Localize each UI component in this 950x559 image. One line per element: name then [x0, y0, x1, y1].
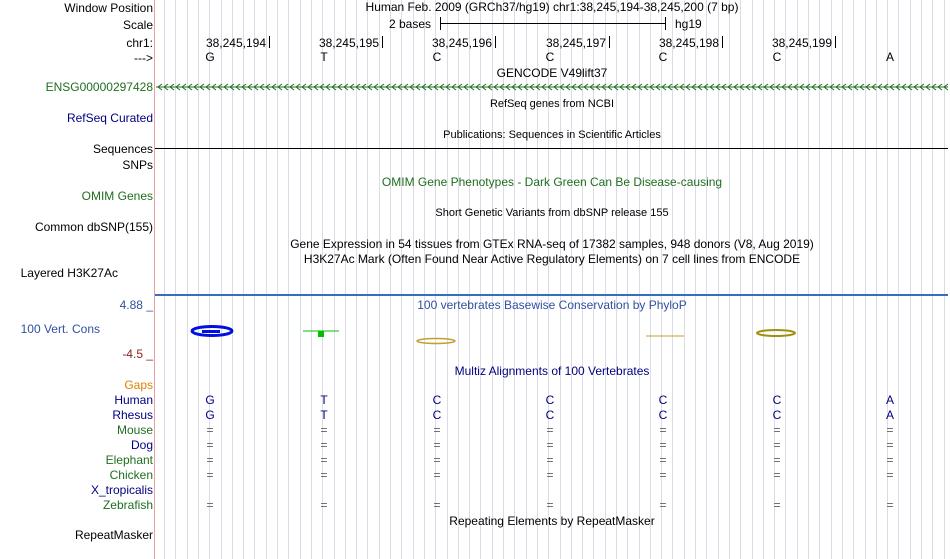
gaps-label: Gaps	[124, 378, 153, 392]
alignment-cell: =	[773, 423, 781, 437]
alignment-cell: =	[659, 453, 667, 467]
phylop-max-label: 4.88 _	[119, 298, 153, 312]
alignment-cell: =	[886, 438, 894, 452]
ruler-position-label: 38,245,198	[658, 36, 719, 50]
omim-track-title: OMIM Gene Phenotypes - Dark Green Can Be Disease-causing	[381, 175, 723, 189]
alignment-cell: =	[773, 453, 781, 467]
alignment-cell: G	[205, 393, 215, 407]
phylop-glyph-c1	[417, 339, 455, 344]
ruler-position-label: 38,245,195	[318, 36, 379, 50]
chr-label: chr1:	[126, 36, 153, 50]
ruler-tick	[722, 36, 723, 48]
alignment-cell: =	[206, 423, 214, 437]
phylop-glyph-g	[192, 327, 232, 336]
species-label-mouse[interactable]: Mouse	[116, 423, 153, 437]
alignment-cell: =	[320, 498, 328, 512]
assembly-position-title: Human Feb. 2009 (GRCh37/hg19) chr1:38,245,194-38,245,200 (7 bp)	[365, 0, 739, 14]
alignment-cell: G	[205, 408, 215, 422]
alignment-cell: =	[886, 423, 894, 437]
publications-track-title: Publications: Sequences in Scientific Articles	[443, 129, 661, 141]
species-label-zebrafish[interactable]: Zebrafish	[102, 498, 153, 512]
alignment-cell: =	[206, 453, 214, 467]
alignment-cell: =	[320, 438, 328, 452]
alignment-cell: C	[658, 408, 668, 422]
alignment-cell: =	[433, 498, 441, 512]
alignment-cell: =	[320, 453, 328, 467]
ruler-tick	[495, 36, 496, 48]
ruler-tick	[609, 36, 610, 48]
omim-genes-label[interactable]: OMIM Genes	[81, 189, 153, 203]
alignment-cell: T	[320, 408, 328, 422]
alignment-cell: C	[772, 393, 782, 407]
common-dbsnp-label[interactable]: Common dbSNP(155)	[34, 220, 153, 234]
refseq-curated-label[interactable]: RefSeq Curated	[66, 111, 153, 125]
alignment-cell: =	[320, 468, 328, 482]
alignment-cell: =	[206, 498, 214, 512]
phylop-glyph-c4	[757, 330, 795, 336]
alignment-cell: =	[886, 468, 894, 482]
refseq-track-title: RefSeq genes from NCBI	[489, 98, 615, 110]
sequences-line	[155, 148, 948, 149]
alignment-cell: =	[546, 423, 554, 437]
alignment-cell: =	[773, 498, 781, 512]
phylop-min-label: -4.5 _	[122, 347, 153, 361]
alignment-cell: C	[545, 393, 555, 407]
h3k27ac-track-title: H3K27Ac Mark (Often Found Near Active Regulatory Elements) on 7 cell lines from ENCODE	[303, 252, 801, 266]
gencode-gene-feature[interactable]	[156, 82, 948, 92]
alignment-cell: =	[433, 453, 441, 467]
h3k27ac-signal-baseline	[155, 294, 948, 296]
scale-text: 2 bases	[389, 17, 432, 31]
scale-label: Scale	[122, 18, 153, 32]
ruler-tick	[382, 36, 383, 48]
alignment-cell: =	[886, 453, 894, 467]
phylop-conservation-plot[interactable]	[156, 318, 948, 348]
repeatmasker-label[interactable]: RepeatMasker	[74, 528, 153, 542]
alignment-cell: C	[432, 393, 442, 407]
ruler-position-label: 38,245,197	[545, 36, 606, 50]
ruler-tick	[269, 36, 270, 48]
vert-cons-label[interactable]: 100 Vert. Cons	[20, 322, 100, 336]
gene-id-label[interactable]: ENSG00000297428	[45, 80, 153, 94]
scale-bar-right-tick	[665, 17, 666, 30]
alignment-cell: =	[659, 438, 667, 452]
alignment-cell: =	[546, 498, 554, 512]
alignment-cell: =	[659, 468, 667, 482]
scale-bar	[440, 23, 666, 24]
alignment-cell: =	[773, 438, 781, 452]
repeatmasker-track-title: Repeating Elements by RepeatMasker	[449, 514, 655, 528]
alignment-cell: C	[432, 408, 442, 422]
base-letter: C	[432, 50, 442, 64]
alignment-cell: A	[885, 408, 895, 422]
layered-h3k27ac-label[interactable]: Layered H3K27Ac	[20, 266, 118, 280]
species-label-chicken[interactable]: Chicken	[109, 468, 153, 482]
base-letter: C	[545, 50, 555, 64]
base-letter: G	[205, 50, 215, 64]
scale-bar-left-tick	[440, 17, 441, 30]
alignment-cell: =	[433, 468, 441, 482]
multiz-track-title: Multiz Alignments of 100 Vertebrates	[454, 364, 650, 378]
window-position-label: Window Position	[64, 1, 153, 15]
alignment-cell: =	[659, 498, 667, 512]
label-track-divider[interactable]	[154, 0, 155, 559]
gencode-track-title: GENCODE V49lift37	[496, 66, 608, 80]
phylop-glyph-t	[303, 331, 339, 337]
species-label-human[interactable]: Human	[114, 393, 153, 407]
species-label-x_tropicalis[interactable]: X_tropicalis	[90, 483, 153, 497]
alignment-cell: =	[773, 468, 781, 482]
base-letter: C	[772, 50, 782, 64]
alignment-cell: =	[320, 423, 328, 437]
alignment-cell: =	[886, 498, 894, 512]
ruler-position-label: 38,245,196	[431, 36, 492, 50]
scale-db: hg19	[675, 17, 702, 31]
ruler-tick	[835, 36, 836, 48]
alignment-cell: =	[546, 468, 554, 482]
alignment-cell: =	[433, 438, 441, 452]
snps-label[interactable]: SNPs	[122, 158, 153, 172]
alignment-cell: A	[885, 393, 895, 407]
ruler-position-label: 38,245,194	[205, 36, 266, 50]
dbsnp-track-title: Short Genetic Variants from dbSNP release 155	[435, 207, 669, 219]
alignment-cell: T	[320, 393, 328, 407]
species-label-dog[interactable]: Dog	[130, 438, 153, 452]
alignment-cell: =	[206, 468, 214, 482]
ruler-position-label: 38,245,199	[771, 36, 832, 50]
species-label-rhesus[interactable]: Rhesus	[112, 408, 153, 422]
alignment-cell: =	[433, 423, 441, 437]
sequences-label[interactable]: Sequences	[92, 142, 153, 156]
alignment-cell: C	[658, 393, 668, 407]
base-letter: A	[885, 50, 895, 64]
alignment-cell: C	[772, 408, 782, 422]
alignment-cell: =	[546, 438, 554, 452]
base-letter: C	[658, 50, 668, 64]
alignment-cell: =	[206, 438, 214, 452]
alignment-cell: =	[546, 453, 554, 467]
phylop-track-title: 100 vertebrates Basewise Conservation by PhyloP	[417, 298, 687, 312]
base-letter: T	[320, 50, 328, 64]
alignment-cell: =	[659, 423, 667, 437]
species-label-elephant[interactable]: Elephant	[105, 453, 153, 467]
alignment-cell: C	[545, 408, 555, 422]
strand-arrow-label: --->	[134, 51, 153, 65]
gtex-track-title: Gene Expression in 54 tissues from GTEx RNA-seq of 17382 samples, 948 donors (V8, Aug 2019)	[290, 237, 814, 251]
